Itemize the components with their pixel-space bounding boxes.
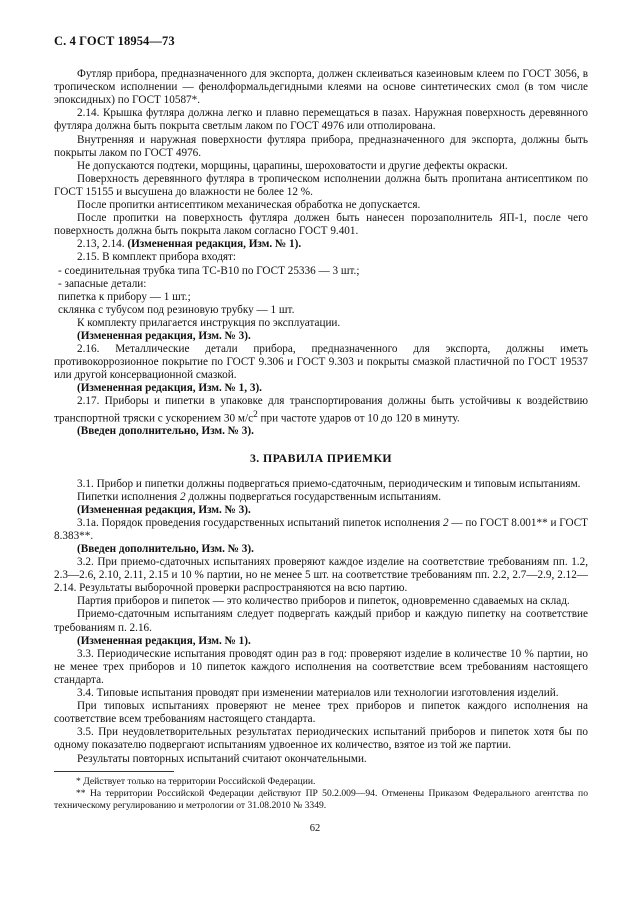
paragraph: 3.3. Периодические испытания проводят один раз в год: проверяют изделие в количестве 10 % партии, но не менее трех приборов и 10 пипеток каждого исполнения на соответствие всем требованиям настоящего стандарта. xyxy=(54,647,588,686)
paragraph: Партия приборов и пипеток — это количество приборов и пипеток, одновременно сдаваемых на склад. xyxy=(77,595,570,608)
paragraph: 2.14. Крышка футляра должна легко и плавно перемещаться в пазах. Наружная поверхность деревянного футляра должна быть покрыта светлым лаком по ГОСТ 4976 или отполирована. xyxy=(54,107,588,133)
paragraph: При типовых испытаниях проверяют не менее трех приборов и пипеток каждого исполнения на соответствие всем требованиям настоящего стандарта. xyxy=(54,700,588,726)
paragraph: Приемо-сдаточным испытаниям следует подвергать каждый прибор и каждую пипетку на соответствие требованиям п. 2.16. xyxy=(54,608,588,634)
edit-note: (Измененная редакция, Изм. № 3). xyxy=(77,329,251,342)
list-item: склянка с тубусом под резиновую трубку — 1 шт. xyxy=(58,303,295,316)
list-item: пипетка к прибору — 1 шт.; xyxy=(58,290,191,303)
edit-note: (Измененная редакция, Изм. № 1). xyxy=(77,634,251,647)
paragraph: 3.5. При неудовлетворительных результатах периодических испытаний приборов и пипеток хотя бы по одному показателю подвергают испытаниям удвоенное их количество, взятое из той же партии. xyxy=(54,726,588,752)
paragraph: 3.4. Типовые испытания проводят при изменении материалов или технологии изготовления изделий. xyxy=(77,687,559,700)
page-header: С. 4 ГОСТ 18954—73 xyxy=(54,34,175,48)
paragraph: 2.16. Металлические детали прибора, предназначенного для экспорта, должны иметь противокоррозионное покрытие по ГОСТ 9.306 и ГОСТ 9.303 и покрыты смазкой пластичной по ГОСТ 19537 или другой консервационной смазкой. xyxy=(54,343,588,382)
paragraph: Результаты повторных испытаний считают окончательными. xyxy=(77,752,367,765)
page-number: 62 xyxy=(309,823,321,834)
paragraph: 2.15. В комплект прибора входят: xyxy=(77,251,237,264)
edit-note: (Измененная редакция, Изм. № 1, 3). xyxy=(77,382,262,395)
edit-note: (Измененная редакция, Изм. № 3). xyxy=(77,503,251,516)
footnote: ** На территории Российской Федерации действуют ПР 50.2.009—94. Отменены Приказом Федерального агентства по техническому регулированию и метрологии от 31.08.2010 № 3349. xyxy=(54,787,588,811)
paragraph: 2.17. Приборы и пипетки в упаковке для транспортирования должны быть устойчивы к воздействию транспортной тряски с ускорением 30 $м/с^2$ при частоте ударов от 10 до 120 в минуту. xyxy=(54,395,588,425)
edit-note-paragraph xyxy=(54,238,588,251)
paragraph: 3.1. Прибор и пипетки должны подвергаться приемо-сдаточным, периодическим и типовым испытаниям. xyxy=(77,477,581,490)
paragraph: Внутренняя и наружная поверхности футляра прибора, предназначенного для экспорта, должны быть покрыты лаком по ГОСТ 4976. xyxy=(54,133,588,159)
footnote-divider xyxy=(54,771,174,772)
clause-number: 2.13, 2.14. xyxy=(77,238,125,251)
footnote: * Действует только на территории Российской Федерации. xyxy=(76,775,316,787)
superscript: 2 xyxy=(253,409,258,420)
edit-note: (Измененная редакция, Изм. № 1). xyxy=(127,238,302,251)
list-item: - соединительная трубка типа ТС-В10 по ГОСТ 25336 — 3 шт.; xyxy=(58,264,360,277)
paragraph: Поверхность деревянного футляра в тропическом исполнении должна быть пропитана антисептиком по ГОСТ 15155 и высушена до влажности не более 12 %. xyxy=(54,172,588,198)
edit-note: (Введен дополнительно, Изм. № 3). xyxy=(77,425,254,438)
paragraph: 3.2. При приемо-сдаточных испытаниях проверяют каждое изделие на соответствие требованиям пп. 1.2, 2.3—2.6, 2.10, 2.11, 2.15 и 10 % партии, но не менее 5 шт. на соответствие требованиям пп. 2.2, 2.7—2.9, 2.12—2.14. Результаты выборочной проверки распространяются на всю партию. xyxy=(54,556,588,595)
paragraph: После пропитки антисептиком механическая обработка не допускается. xyxy=(77,199,421,212)
paragraph: 3.1а. Порядок проведения государственных испытаний пипеток исполнения 2 — по ГОСТ 8.001** и ГОСТ 8.383**. xyxy=(54,516,588,542)
paragraph: После пропитки на поверхность футляра должен быть нанесен порозаполнитель ЯП-1, после чего поверхность должна быть покрыта лаком согласно ГОСТ 9.401. xyxy=(54,212,588,238)
paragraph: Футляр прибора, предназначенного для экспорта, должен склеиваться казеиновым клеем по ГОСТ 3056, в тропическом исполнении — фенолформальдегидными клеями на основе синтетических смол (в том числе эпоксидных) по ГОСТ 10587*. xyxy=(54,68,588,107)
section-title: 3. ПРАВИЛА ПРИЕМКИ xyxy=(250,451,392,466)
paragraph: Пипетки исполнения 2 должны подвергаться государственным испытаниям. xyxy=(77,490,441,503)
paragraph: К комплекту прилагается инструкция по эксплуатации. xyxy=(77,316,341,329)
list-item: - запасные детали: xyxy=(58,277,147,290)
edit-note: (Введен дополнительно, Изм. № 3). xyxy=(77,543,254,556)
paragraph: Не допускаются подтеки, морщины, царапины, шероховатости и другие дефекты окраски. xyxy=(77,159,508,172)
